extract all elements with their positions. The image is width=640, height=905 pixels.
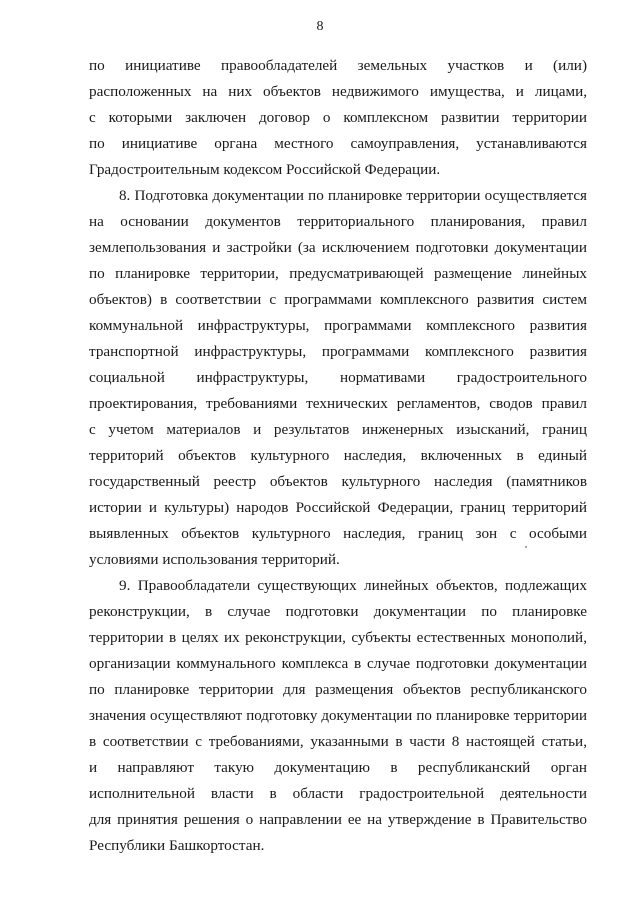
text-line: расположенных на них объектов недвижимого имущества, и лицами, bbox=[89, 83, 587, 100]
text-line: социальной инфраструктуры, нормативами градостроительного bbox=[89, 369, 587, 386]
text-line: организации коммунального комплекса в случае подготовки документации bbox=[89, 655, 587, 672]
text-line: на основании документов территориального планирования, правил bbox=[89, 213, 587, 230]
paragraph bbox=[89, 183, 587, 573]
text-line: землепользования и застройки (за исключением подготовки документации bbox=[89, 239, 587, 256]
text-line: 8. Подготовка документации по планировке территории осуществляется bbox=[119, 188, 587, 204]
text-line: и направляют такую документацию в республиканский орган bbox=[89, 759, 587, 776]
text-line: для принятия решения о направлении ее на утверждение в Правительство bbox=[89, 811, 587, 828]
text-line: значения осуществляют подготовку документации по планировке территории bbox=[89, 708, 587, 724]
document-body bbox=[89, 53, 587, 859]
page-number: 8 bbox=[316, 19, 324, 34]
text-line: исполнительной власти в области градостроительной деятельности bbox=[89, 785, 587, 802]
text-line: коммунальной инфраструктуры, программами комплексного развития bbox=[89, 317, 587, 334]
text-line: в соответствии с требованиями, указанными в части 8 настоящей статьи, bbox=[89, 733, 587, 750]
text-line: объектов) в соответствии с программами комплексного развития систем bbox=[89, 291, 587, 308]
text-line: выявленных объектов культурного наследия, границ зон с особыми bbox=[89, 525, 587, 542]
text-line: территории в целях их реконструкции, субъекты естественных монополий, bbox=[89, 629, 587, 646]
text-line: транспортной инфраструктуры, программами комплексного развития bbox=[89, 343, 587, 360]
text-line: проектирования, требованиями технических регламентов, сводов правил bbox=[89, 395, 587, 412]
text-line: реконструкции, в случае подготовки документации по планировке bbox=[89, 603, 587, 620]
text-line: по инициативе органа местного самоуправления, устанавливаются bbox=[89, 135, 587, 152]
text-line: Градостроительным кодексом Российской Федерации. bbox=[89, 161, 441, 178]
text-line: по планировке территории для размещения объектов республиканского bbox=[89, 681, 587, 698]
text-line: 9. Правообладатели существующих линейных объектов, подлежащих bbox=[119, 577, 587, 594]
paragraph bbox=[89, 573, 587, 859]
text-line: с которыми заключен договор о комплексном развитии территории bbox=[89, 109, 587, 126]
text-line: по планировке территории, предусматривающей размещение линейных bbox=[89, 265, 587, 282]
paragraph bbox=[89, 53, 587, 183]
text-line: истории и культуры) народов Российской Федерации, границ территорий bbox=[89, 499, 587, 516]
text-line: по инициативе правообладателей земельных участков и (или) bbox=[89, 57, 587, 74]
text-line: условиями использования территорий. bbox=[89, 551, 340, 568]
text-line: государственный реестр объектов культурного наследия (памятников bbox=[89, 473, 587, 490]
text-line: территорий объектов культурного наследия, включенных в единый bbox=[89, 447, 587, 464]
scan-speck bbox=[525, 546, 527, 548]
text-line: с учетом материалов и результатов инженерных изысканий, границ bbox=[89, 421, 587, 438]
text-line: Республики Башкортостан. bbox=[89, 837, 265, 854]
